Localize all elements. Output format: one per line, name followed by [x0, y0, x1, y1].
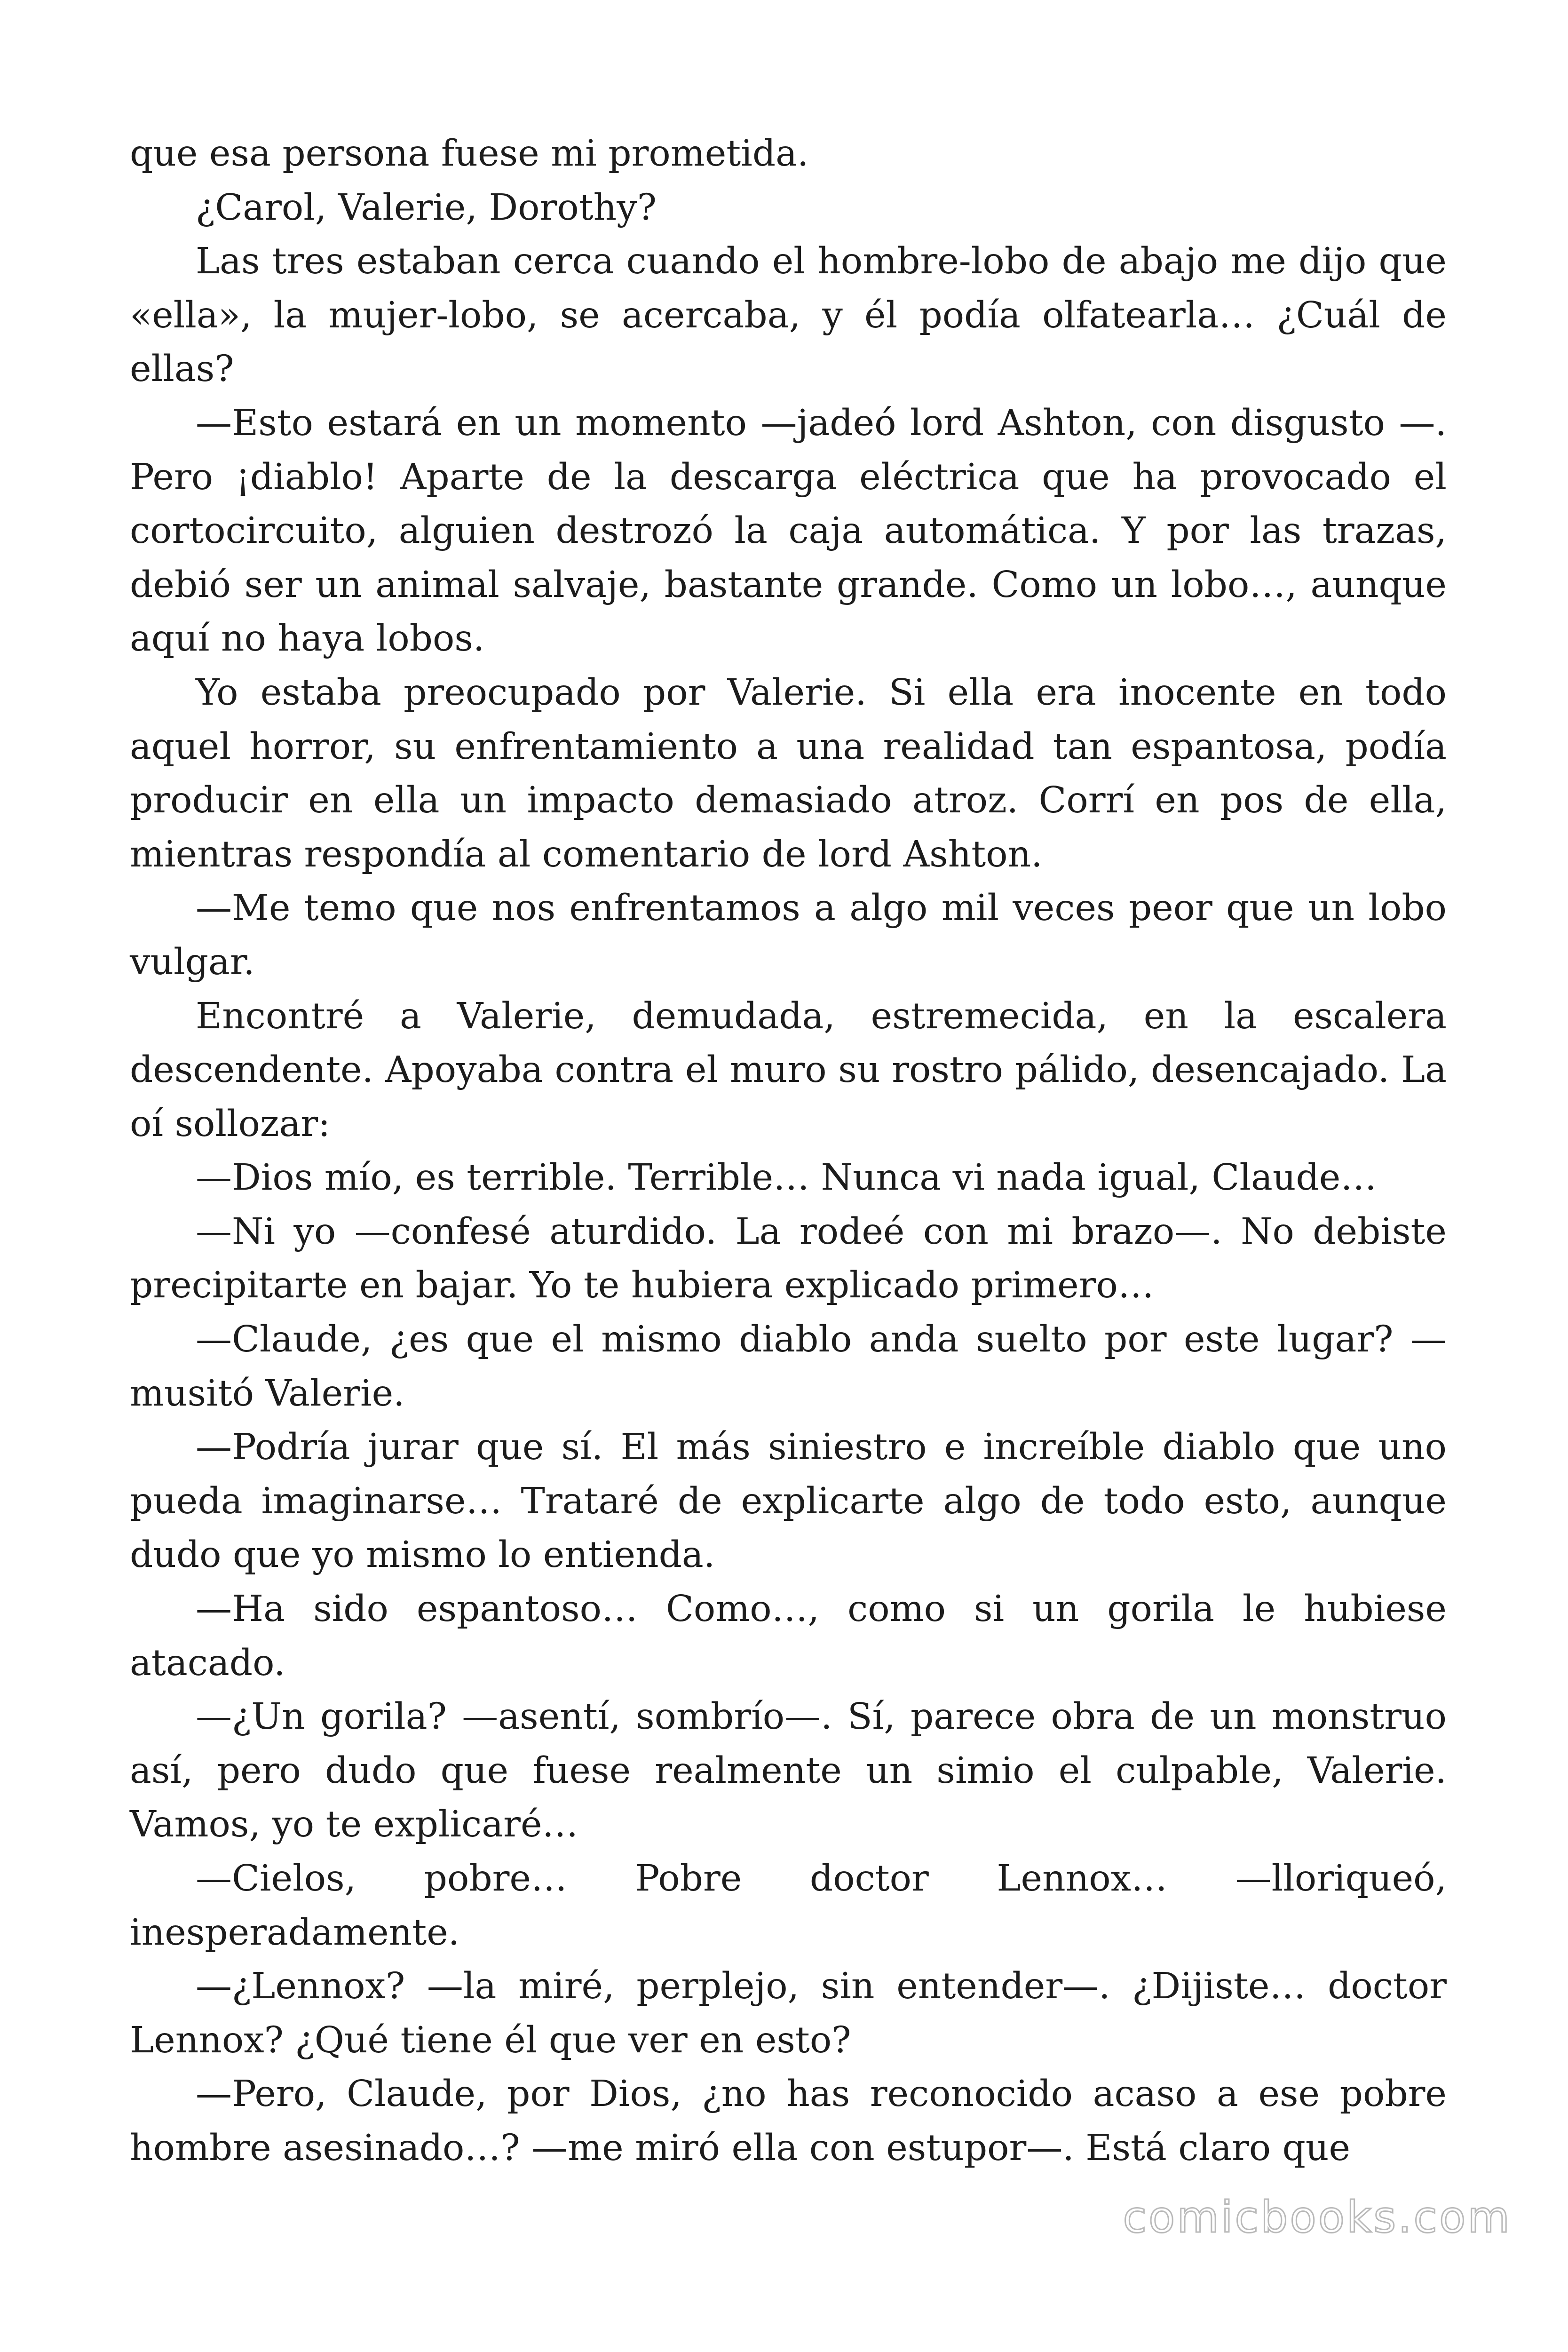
- paragraph: Las tres estaban cerca cuando el hombre-lobo de abajo me dijo que «ella», la mujer-lobo, se acercaba, y él podía olfatearla… ¿Cuál de ellas?: [130, 240, 1447, 390]
- book-page-text: [130, 127, 1447, 2176]
- paragraph: —Dios mío, es terrible. Terrible… Nunca vi nada igual, Claude…: [196, 1157, 1377, 1199]
- paragraph: —Cielos, pobre… Pobre doctor Lennox… —lloriqueó, inesperadamente.: [130, 1858, 1447, 1954]
- paragraph: —¿Un gorila? —asentí, sombrío—. Sí, parece obra de un monstruo así, pero dudo que fuese realmente un simio el culpable, Valerie. Vamos, yo te explicaré…: [130, 1696, 1447, 1846]
- paragraph: que esa persona fuese mi prometida.: [130, 133, 809, 175]
- watermark: comicbooks.com: [1123, 2192, 1512, 2242]
- paragraph: —Podría jurar que sí. El más siniestro e increíble diablo que uno pueda imaginarse… Trataré de explicarte algo de todo esto, aunque dudo que yo mismo lo entienda.: [130, 1426, 1447, 1576]
- paragraph: —Ni yo —confesé aturdido. La rodeé con mi brazo—. No debiste precipitarte en bajar. Yo te hubiera explicado primero…: [130, 1210, 1447, 1307]
- paragraph: —Ha sido espantoso… Como…, como si un gorila le hubiese atacado.: [130, 1588, 1447, 1684]
- paragraph: —Esto estará en un momento —jadeó lord Ashton, con disgusto —. Pero ¡diablo! Aparte de la descarga eléctrica que ha provocado el cortocircuito, alguien destrozó la caja automática. Y por las trazas, debió ser un animal salvaje, bastante grande. Como un lobo…, aunque aquí no haya lobos.: [130, 402, 1447, 660]
- paragraph: —¿Lennox? —la miré, perplejo, sin entender—. ¿Dijiste… doctor Lennox? ¿Qué tiene él que ver en esto?: [130, 1965, 1447, 2061]
- paragraph: —Me temo que nos enfrentamos a algo mil veces peor que un lobo vulgar.: [130, 887, 1447, 983]
- paragraph: ¿Carol, Valerie, Dorothy?: [196, 186, 657, 229]
- paragraph: Yo estaba preocupado por Valerie. Si ella era inocente en todo aquel horror, su enfrentamiento a una realidad tan espantosa, podía producir en ella un impacto demasiado atroz. Corrí en pos de ella, mientras respondía al comentario de lord Ashton.: [130, 671, 1447, 875]
- paragraph: Encontré a Valerie, demudada, estremecida, en la escalera descendente. Apoyaba contra el muro su rostro pálido, desencajado. La oí sollozar:: [130, 995, 1447, 1145]
- paragraph: —Claude, ¿es que el mismo diablo anda suelto por este lugar? — musitó Valerie.: [130, 1319, 1447, 1414]
- paragraph: —Pero, Claude, por Dios, ¿no has reconocido acaso a ese pobre hombre asesinado…? —me miró ella con estupor—. Está claro que: [130, 2073, 1447, 2169]
